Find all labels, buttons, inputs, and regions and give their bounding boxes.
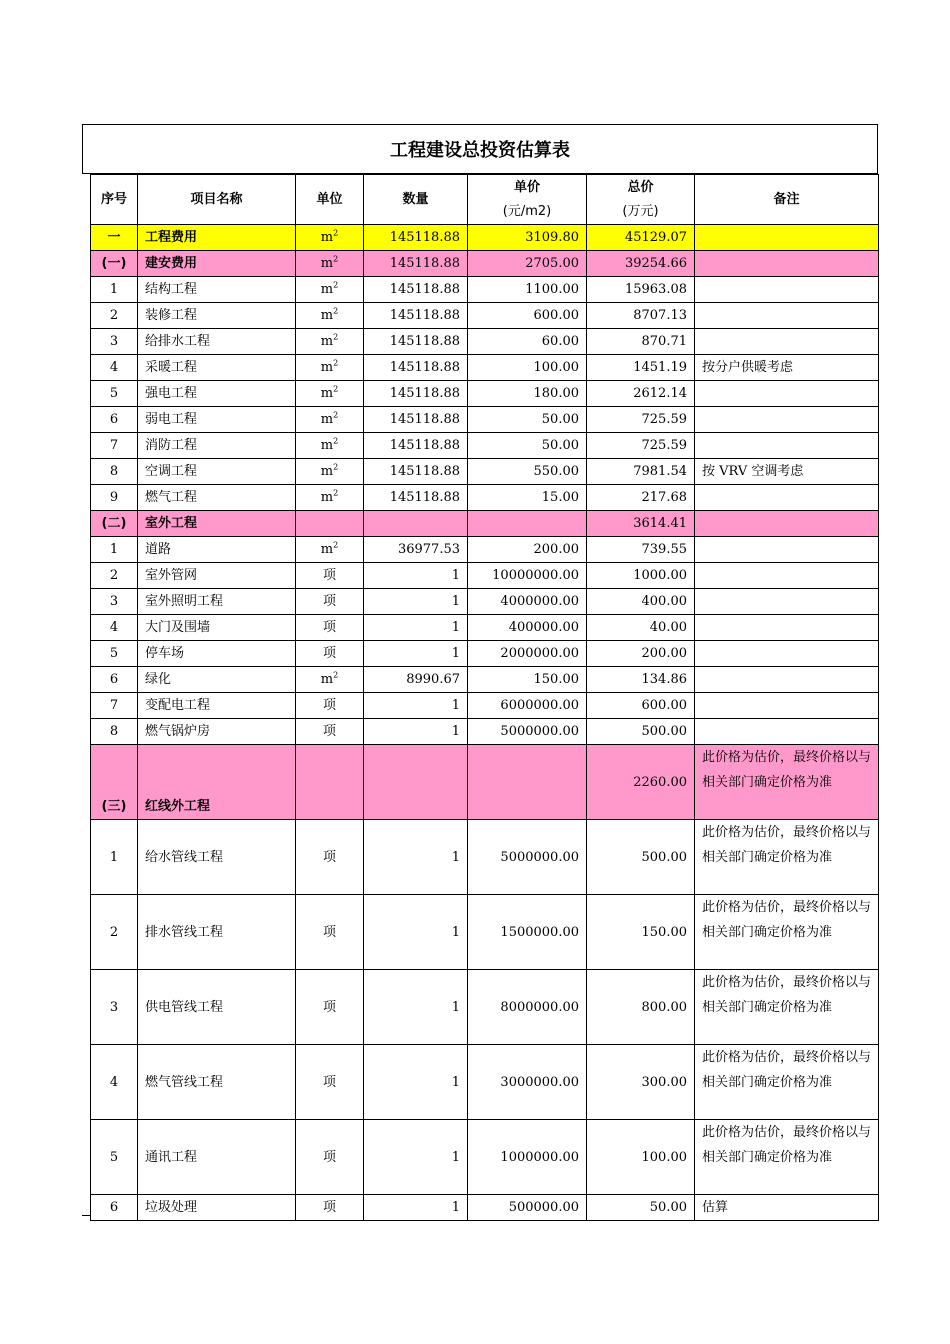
unit-text: 项	[322, 724, 336, 739]
cell-seq: 8	[91, 459, 138, 485]
cell-unit	[296, 745, 364, 820]
cell-price: 3000000.00	[468, 1045, 587, 1120]
cell-seq: 9	[91, 485, 138, 511]
header-price-label: 单价	[513, 179, 540, 195]
cell-unit	[296, 667, 364, 693]
cell-total: 39254.66	[587, 251, 695, 277]
cell-seq: 3	[91, 589, 138, 615]
unit-exponent: 2	[333, 488, 339, 498]
cell-unit	[296, 459, 364, 485]
table-row	[91, 329, 879, 355]
cell-total: 15963.08	[587, 277, 695, 303]
cell-price: 50.00	[468, 407, 587, 433]
unit-text: m	[320, 230, 334, 245]
estimate-sheet	[82, 124, 878, 1221]
cell-qty: 1	[364, 693, 468, 719]
cell-seq: 8	[91, 719, 138, 745]
cell-note: 按 VRV 空调考虑	[695, 459, 879, 485]
unit-exponent: 2	[333, 540, 339, 550]
cell-qty: 8990.67	[364, 667, 468, 693]
cell-total: 50.00	[587, 1195, 695, 1221]
unit-text: m	[320, 386, 334, 401]
table-row	[91, 251, 879, 277]
cell-total: 8707.13	[587, 303, 695, 329]
cell-qty: 1	[364, 1195, 468, 1221]
cell-price: 6000000.00	[468, 693, 587, 719]
unit-exponent: 2	[333, 332, 339, 342]
cell-price: 180.00	[468, 381, 587, 407]
cell-qty: 145118.88	[364, 277, 468, 303]
unit-exponent: 2	[333, 358, 339, 368]
cell-note	[695, 511, 879, 537]
unit-text: m	[320, 308, 334, 323]
unit-text: 项	[322, 999, 336, 1015]
cell-unit	[296, 719, 364, 745]
cell-name: 消防工程	[138, 433, 296, 459]
cell-note	[695, 381, 879, 407]
cell-name: 室外照明工程	[138, 589, 296, 615]
table-row	[91, 589, 879, 615]
cell-qty	[364, 745, 468, 820]
left-border-tick	[82, 1215, 91, 1216]
table-row	[91, 511, 879, 537]
cell-name: 建安费用	[138, 251, 296, 277]
cell-total: 2260.00	[587, 745, 695, 820]
cell-seq: 1	[91, 537, 138, 563]
cell-qty: 1	[364, 970, 468, 1045]
cell-name: 红线外工程	[138, 745, 296, 820]
cell-price: 200.00	[468, 537, 587, 563]
cell-seq: 7	[91, 693, 138, 719]
cell-note: 此价格为估价，最终价格以与相关部门确定价格为准	[695, 895, 879, 970]
cell-total: 800.00	[587, 970, 695, 1045]
cell-total: 217.68	[587, 485, 695, 511]
cell-name: 大门及围墙	[138, 615, 296, 641]
table-row	[91, 895, 879, 970]
cell-note	[695, 537, 879, 563]
cell-qty: 1	[364, 719, 468, 745]
cell-unit	[296, 251, 364, 277]
cell-seq: 4	[91, 355, 138, 381]
table-row	[91, 1120, 879, 1195]
cell-name: 弱电工程	[138, 407, 296, 433]
cell-price: 15.00	[468, 485, 587, 511]
cell-qty: 145118.88	[364, 225, 468, 251]
header-total	[587, 175, 695, 225]
cell-total: 739.55	[587, 537, 695, 563]
cell-unit	[296, 225, 364, 251]
cell-name: 垃圾处理	[138, 1195, 296, 1221]
table-row	[91, 459, 879, 485]
cell-qty: 1	[364, 1045, 468, 1120]
table-row	[91, 745, 879, 820]
cell-unit	[296, 407, 364, 433]
cell-qty: 145118.88	[364, 355, 468, 381]
cell-seq: 1	[91, 820, 138, 895]
cell-total: 134.86	[587, 667, 695, 693]
cell-name: 采暖工程	[138, 355, 296, 381]
cell-qty	[364, 511, 468, 537]
cell-price: 10000000.00	[468, 563, 587, 589]
cell-note	[695, 407, 879, 433]
cell-seq: 6	[91, 667, 138, 693]
cell-unit	[296, 1120, 364, 1195]
cell-note: 按分户供暖考虑	[695, 355, 879, 381]
cell-total: 400.00	[587, 589, 695, 615]
cell-seq: 3	[91, 329, 138, 355]
cell-total: 300.00	[587, 1045, 695, 1120]
cell-price: 4000000.00	[468, 589, 587, 615]
header-row	[91, 175, 879, 225]
cell-price: 50.00	[468, 433, 587, 459]
cell-note	[695, 589, 879, 615]
table-row	[91, 355, 879, 381]
cell-price: 600.00	[468, 303, 587, 329]
table-row	[91, 820, 879, 895]
cell-price: 150.00	[468, 667, 587, 693]
cell-seq: (一)	[91, 251, 138, 277]
table-title: 工程建设总投资估算表	[82, 124, 878, 174]
cell-seq: 4	[91, 1045, 138, 1120]
table-row	[91, 537, 879, 563]
cell-unit	[296, 329, 364, 355]
cell-qty: 1	[364, 641, 468, 667]
cell-seq: 1	[91, 277, 138, 303]
cell-total: 500.00	[587, 719, 695, 745]
cell-qty: 145118.88	[364, 485, 468, 511]
unit-text: m	[320, 672, 334, 687]
table-row	[91, 719, 879, 745]
cell-total: 500.00	[587, 820, 695, 895]
unit-text: 项	[322, 1200, 336, 1215]
cell-price: 400000.00	[468, 615, 587, 641]
cell-price: 5000000.00	[468, 719, 587, 745]
cell-qty: 145118.88	[364, 329, 468, 355]
table-row	[91, 1195, 879, 1221]
table-row	[91, 225, 879, 251]
cell-price: 3109.80	[468, 225, 587, 251]
cell-total: 200.00	[587, 641, 695, 667]
cell-qty: 1	[364, 563, 468, 589]
unit-text: 项	[322, 568, 336, 583]
cell-total: 1451.19	[587, 355, 695, 381]
unit-text: m	[320, 464, 334, 479]
header-note: 备注	[695, 175, 879, 225]
cell-qty: 36977.53	[364, 537, 468, 563]
cell-unit	[296, 537, 364, 563]
cell-unit	[296, 1045, 364, 1120]
cell-price: 1500000.00	[468, 895, 587, 970]
cell-name: 绿化	[138, 667, 296, 693]
unit-text: 项	[322, 594, 336, 609]
table-row	[91, 615, 879, 641]
cell-note	[695, 693, 879, 719]
cell-seq: (三)	[91, 745, 138, 820]
cell-unit	[296, 355, 364, 381]
cell-seq: 2	[91, 563, 138, 589]
cell-name: 结构工程	[138, 277, 296, 303]
cell-seq: 7	[91, 433, 138, 459]
table-row	[91, 485, 879, 511]
cell-name: 给水管线工程	[138, 820, 296, 895]
unit-exponent: 2	[333, 280, 339, 290]
cell-qty: 145118.88	[364, 303, 468, 329]
header-qty: 数量	[364, 175, 468, 225]
cell-total: 870.71	[587, 329, 695, 355]
table-body	[91, 225, 879, 1221]
unit-text: m	[320, 490, 334, 505]
cell-total: 2612.14	[587, 381, 695, 407]
cell-price	[468, 745, 587, 820]
table-row	[91, 667, 879, 693]
cell-note	[695, 667, 879, 693]
cell-note: 估算	[695, 1195, 879, 1221]
cell-unit	[296, 381, 364, 407]
cell-note	[695, 719, 879, 745]
cell-note: 此价格为估价，最终价格以与相关部门确定价格为准	[695, 1120, 879, 1195]
unit-text: m	[320, 412, 334, 427]
cell-total: 600.00	[587, 693, 695, 719]
cell-unit	[296, 485, 364, 511]
cell-total: 725.59	[587, 407, 695, 433]
cell-note: 此价格为估价，最终价格以与相关部门确定价格为准	[695, 1045, 879, 1120]
header-total-unit: (万元)	[622, 203, 659, 219]
cell-seq: 3	[91, 970, 138, 1045]
cell-price: 1000000.00	[468, 1120, 587, 1195]
cell-name: 强电工程	[138, 381, 296, 407]
header-price-unit: (元/m2)	[502, 203, 552, 219]
unit-text: m	[320, 334, 334, 349]
cell-price: 2705.00	[468, 251, 587, 277]
table-row	[91, 641, 879, 667]
table-row	[91, 303, 879, 329]
unit-exponent: 2	[333, 228, 339, 238]
header-unit: 单位	[296, 175, 364, 225]
cell-name: 工程费用	[138, 225, 296, 251]
cell-note	[695, 277, 879, 303]
cell-total: 7981.54	[587, 459, 695, 485]
cell-qty: 1	[364, 820, 468, 895]
cell-name: 供电管线工程	[138, 970, 296, 1045]
cell-note	[695, 485, 879, 511]
cell-note: 此价格为估价，最终价格以与相关部门确定价格为准	[695, 745, 879, 820]
cell-qty: 1	[364, 1120, 468, 1195]
unit-text: 项	[322, 698, 336, 713]
unit-text: 项	[322, 620, 336, 635]
cell-name: 装修工程	[138, 303, 296, 329]
cell-name: 燃气锅炉房	[138, 719, 296, 745]
cell-unit	[296, 615, 364, 641]
cell-unit	[296, 303, 364, 329]
cell-qty: 1	[364, 615, 468, 641]
cell-qty: 145118.88	[364, 433, 468, 459]
unit-text: m	[320, 282, 334, 297]
cell-total: 725.59	[587, 433, 695, 459]
cell-seq: 6	[91, 407, 138, 433]
table-row	[91, 563, 879, 589]
table-row	[91, 693, 879, 719]
unit-exponent: 2	[333, 436, 339, 446]
cell-name: 空调工程	[138, 459, 296, 485]
cell-seq: 5	[91, 381, 138, 407]
cell-total: 150.00	[587, 895, 695, 970]
cell-total: 45129.07	[587, 225, 695, 251]
cell-seq: 4	[91, 615, 138, 641]
cell-unit	[296, 693, 364, 719]
cell-note	[695, 563, 879, 589]
cell-total: 3614.41	[587, 511, 695, 537]
header-total-label: 总价	[627, 179, 654, 195]
unit-text: 项	[322, 924, 336, 940]
cell-unit	[296, 511, 364, 537]
table-row	[91, 1045, 879, 1120]
cell-unit	[296, 277, 364, 303]
estimate-table	[90, 174, 879, 1221]
cell-seq: 5	[91, 1120, 138, 1195]
cell-qty: 1	[364, 589, 468, 615]
cell-note: 此价格为估价，最终价格以与相关部门确定价格为准	[695, 970, 879, 1045]
cell-note	[695, 303, 879, 329]
unit-text: m	[320, 360, 334, 375]
cell-qty: 145118.88	[364, 407, 468, 433]
cell-total: 100.00	[587, 1120, 695, 1195]
cell-name: 给排水工程	[138, 329, 296, 355]
table-row	[91, 970, 879, 1045]
cell-note	[695, 615, 879, 641]
unit-text: m	[320, 256, 334, 271]
cell-note	[695, 433, 879, 459]
unit-text: m	[320, 542, 334, 557]
cell-total: 40.00	[587, 615, 695, 641]
cell-name: 道路	[138, 537, 296, 563]
cell-price: 500000.00	[468, 1195, 587, 1221]
cell-qty: 1	[364, 895, 468, 970]
table-row	[91, 277, 879, 303]
table-row	[91, 407, 879, 433]
header-price	[468, 175, 587, 225]
cell-unit	[296, 820, 364, 895]
cell-note	[695, 641, 879, 667]
unit-text: 项	[322, 1149, 336, 1165]
cell-unit	[296, 970, 364, 1045]
table-row	[91, 381, 879, 407]
cell-unit	[296, 641, 364, 667]
unit-exponent: 2	[333, 384, 339, 394]
cell-note	[695, 329, 879, 355]
cell-qty: 145118.88	[364, 459, 468, 485]
cell-price: 1100.00	[468, 277, 587, 303]
unit-text: m	[320, 438, 334, 453]
cell-note	[695, 251, 879, 277]
cell-seq: 一	[91, 225, 138, 251]
cell-total: 1000.00	[587, 563, 695, 589]
cell-unit	[296, 563, 364, 589]
cell-unit	[296, 589, 364, 615]
unit-exponent: 2	[333, 306, 339, 316]
cell-seq: 5	[91, 641, 138, 667]
cell-price: 5000000.00	[468, 820, 587, 895]
unit-exponent: 2	[333, 254, 339, 264]
unit-text: 项	[322, 1074, 336, 1090]
cell-name: 变配电工程	[138, 693, 296, 719]
cell-unit	[296, 895, 364, 970]
cell-name: 室外管网	[138, 563, 296, 589]
cell-seq: 2	[91, 895, 138, 970]
cell-qty: 145118.88	[364, 381, 468, 407]
cell-name: 燃气管线工程	[138, 1045, 296, 1120]
cell-seq: 2	[91, 303, 138, 329]
cell-name: 燃气工程	[138, 485, 296, 511]
cell-price	[468, 511, 587, 537]
cell-price: 100.00	[468, 355, 587, 381]
cell-seq: 6	[91, 1195, 138, 1221]
cell-unit	[296, 1195, 364, 1221]
cell-qty: 145118.88	[364, 251, 468, 277]
unit-exponent: 2	[333, 670, 339, 680]
table-row	[91, 433, 879, 459]
cell-unit	[296, 433, 364, 459]
cell-name: 通讯工程	[138, 1120, 296, 1195]
header-name: 项目名称	[138, 175, 296, 225]
cell-price: 8000000.00	[468, 970, 587, 1045]
cell-note	[695, 225, 879, 251]
header-seq: 序号	[91, 175, 138, 225]
cell-name: 室外工程	[138, 511, 296, 537]
unit-text: 项	[322, 849, 336, 865]
cell-price: 550.00	[468, 459, 587, 485]
cell-name: 排水管线工程	[138, 895, 296, 970]
unit-exponent: 2	[333, 462, 339, 472]
cell-seq: (二)	[91, 511, 138, 537]
cell-price: 60.00	[468, 329, 587, 355]
cell-price: 2000000.00	[468, 641, 587, 667]
cell-name: 停车场	[138, 641, 296, 667]
unit-exponent: 2	[333, 410, 339, 420]
cell-note: 此价格为估价，最终价格以与相关部门确定价格为准	[695, 820, 879, 895]
unit-text: 项	[322, 646, 336, 661]
